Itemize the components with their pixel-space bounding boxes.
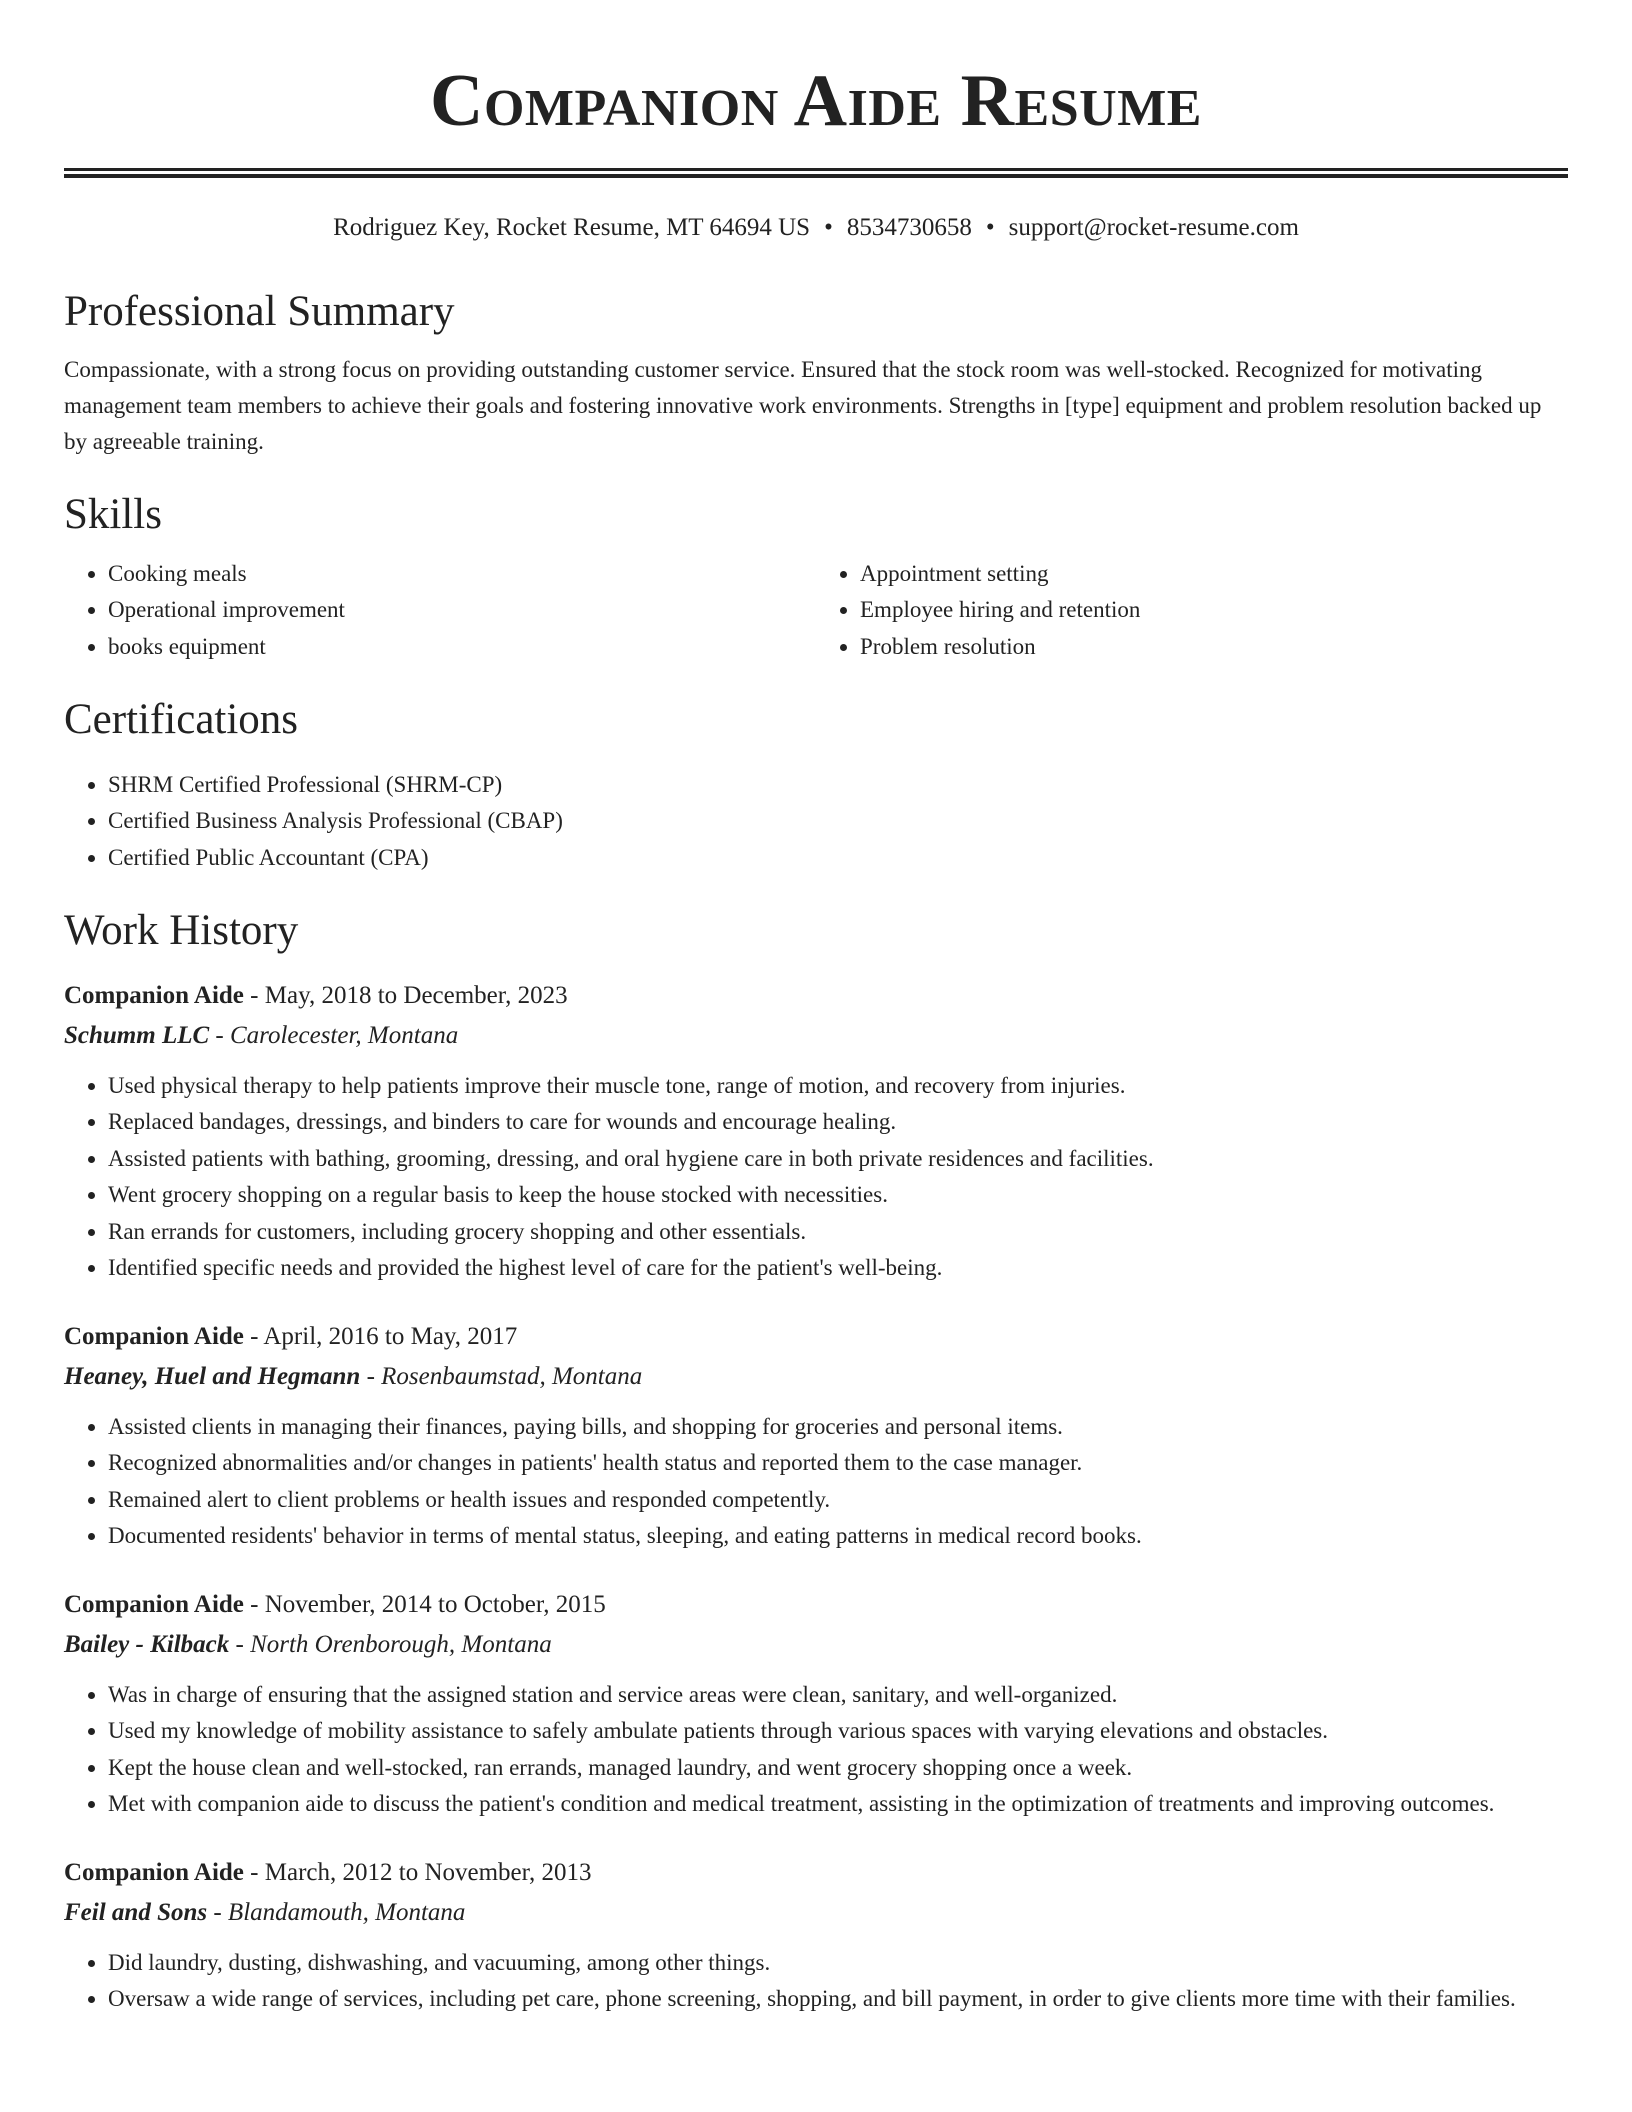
certifications-heading: Certifications [64, 696, 299, 744]
certifications-list [64, 767, 1568, 877]
skill-item: • Employee hiring and retention [860, 592, 1568, 629]
work-history-heading: Work History [64, 907, 299, 955]
job-bullets [64, 1677, 1568, 1823]
contact-email[interactable]: support@rocket-resume.com [1008, 214, 1299, 241]
job-entry [64, 1317, 1568, 1555]
job-role: Companion Aide [64, 1858, 244, 1886]
job-entry [64, 1853, 1568, 2018]
job-entry [64, 976, 1568, 1287]
job-dates: - April, 2016 to May, 2017 [243, 1322, 518, 1350]
resume-title: Companion Aide Resume [430, 60, 1202, 142]
skill-item: • books equipment [108, 629, 816, 666]
job-bullet: • Ran errands for customers, including grocery shopping and other essentials. [108, 1214, 1568, 1251]
skills-grid [64, 556, 1568, 666]
job-bullet: • Documented residents' behavior in terms of mental status, sleeping, and eating patterns in medical record books. [108, 1518, 1568, 1555]
job-bullet: • Oversaw a wide range of services, including pet care, phone screening, shopping, and bill payment, in order to give clients more time with their families. [108, 1981, 1568, 2018]
contact-separator: • [824, 214, 833, 241]
job-bullets [64, 1409, 1568, 1555]
job-bullet: • Used my knowledge of mobility assistance to safely ambulate patients through various spaces with varying elevations and obstacles. [108, 1713, 1568, 1750]
job-title-line [64, 976, 1568, 1016]
job-bullet: • Remained alert to client problems or health issues and responded competently. [108, 1482, 1568, 1519]
skills-heading: Skills [64, 491, 162, 539]
contact-line [64, 213, 1568, 243]
job-location: - Carolecester, Montana [209, 1021, 459, 1049]
job-company-line [64, 1016, 1568, 1055]
job-title-line [64, 1585, 1568, 1625]
job-role: Companion Aide [64, 1590, 244, 1618]
skills-list-left [64, 556, 816, 666]
job-company: Heaney, Huel and Hegmann [64, 1362, 361, 1390]
job-bullet: • Assisted patients with bathing, grooming, dressing, and oral hygiene care in both private residences and facilities. [108, 1141, 1568, 1178]
job-role: Companion Aide [64, 1322, 244, 1350]
skill-item: • Problem resolution [860, 629, 1568, 666]
skills-list-right [816, 556, 1568, 666]
job-location: - Rosenbaumstad, Montana [360, 1362, 643, 1390]
job-title-line [64, 1317, 1568, 1357]
job-company: Bailey - Kilback [64, 1630, 230, 1658]
skill-item: • Appointment setting [860, 556, 1568, 593]
contact-address: Rodriguez Key, Rocket Resume, MT 64694 US [333, 214, 811, 241]
job-dates: - May, 2018 to December, 2023 [243, 981, 568, 1009]
job-bullet: • Identified specific needs and provided the highest level of care for the patient's well-being. [108, 1250, 1568, 1287]
summary-heading: Professional Summary [64, 288, 455, 335]
job-bullets [64, 1945, 1568, 2018]
job-location: - Blandamouth, Montana [207, 1898, 466, 1926]
title-double-rule [64, 168, 1568, 178]
job-title-line [64, 1853, 1568, 1893]
job-bullet: • Went grocery shopping on a regular basis to keep the house stocked with necessities. [108, 1177, 1568, 1214]
job-bullet: • Was in charge of ensuring that the assigned station and service areas were clean, sanitary, and well-organized. [108, 1677, 1568, 1714]
job-company-line [64, 1893, 1568, 1932]
job-company-line [64, 1357, 1568, 1396]
job-bullet: • Assisted clients in managing their finances, paying bills, and shopping for groceries and personal items. [108, 1409, 1568, 1446]
job-bullet: • Did laundry, dusting, dishwashing, and vacuuming, among other things. [108, 1945, 1568, 1982]
summary-text: Compassionate, with a strong focus on providing outstanding customer service. Ensured that the stock room was well-stocked. Recognized for motivating management team members to achieve their goals and fostering innovative work environments. Strengths in [type] equipment and problem resolution backed up by agreeable training. [64, 357, 1542, 455]
job-location: - North Orenborough, Montana [229, 1630, 552, 1658]
job-bullet: • Replaced bandages, dressings, and binders to care for wounds and encourage healing. [108, 1104, 1568, 1141]
job-bullets [64, 1068, 1568, 1287]
job-company-line [64, 1625, 1568, 1664]
job-dates: - November, 2014 to October, 2015 [243, 1590, 606, 1618]
skill-item: • Operational improvement [108, 592, 816, 629]
contact-phone[interactable]: 8534730658 [846, 214, 972, 241]
skill-item: • Cooking meals [108, 556, 816, 593]
job-bullet: • Used physical therapy to help patients improve their muscle tone, range of motion, and recovery from injuries. [108, 1068, 1568, 1105]
certification-item: • Certified Business Analysis Professional (CBAP) [108, 803, 1568, 840]
certification-item: • SHRM Certified Professional (SHRM-CP) [108, 767, 1568, 804]
job-company: Schumm LLC [64, 1021, 210, 1049]
job-bullet: • Recognized abnormalities and/or changes in patients' health status and reported them to the case manager. [108, 1445, 1568, 1482]
contact-separator: • [985, 214, 995, 241]
job-bullet: • Kept the house clean and well-stocked, ran errands, managed laundry, and went grocery shopping once a week. [108, 1750, 1568, 1787]
job-entry [64, 1585, 1568, 1823]
job-bullet: • Met with companion aide to discuss the patient's condition and medical treatment, assisting in the optimization of treatments and improving outcomes. [108, 1786, 1568, 1823]
job-role: Companion Aide [64, 981, 244, 1009]
certification-item: • Certified Public Accountant (CPA) [108, 840, 1568, 877]
job-dates: - March, 2012 to November, 2013 [243, 1858, 592, 1886]
job-company: Feil and Sons [64, 1898, 208, 1926]
